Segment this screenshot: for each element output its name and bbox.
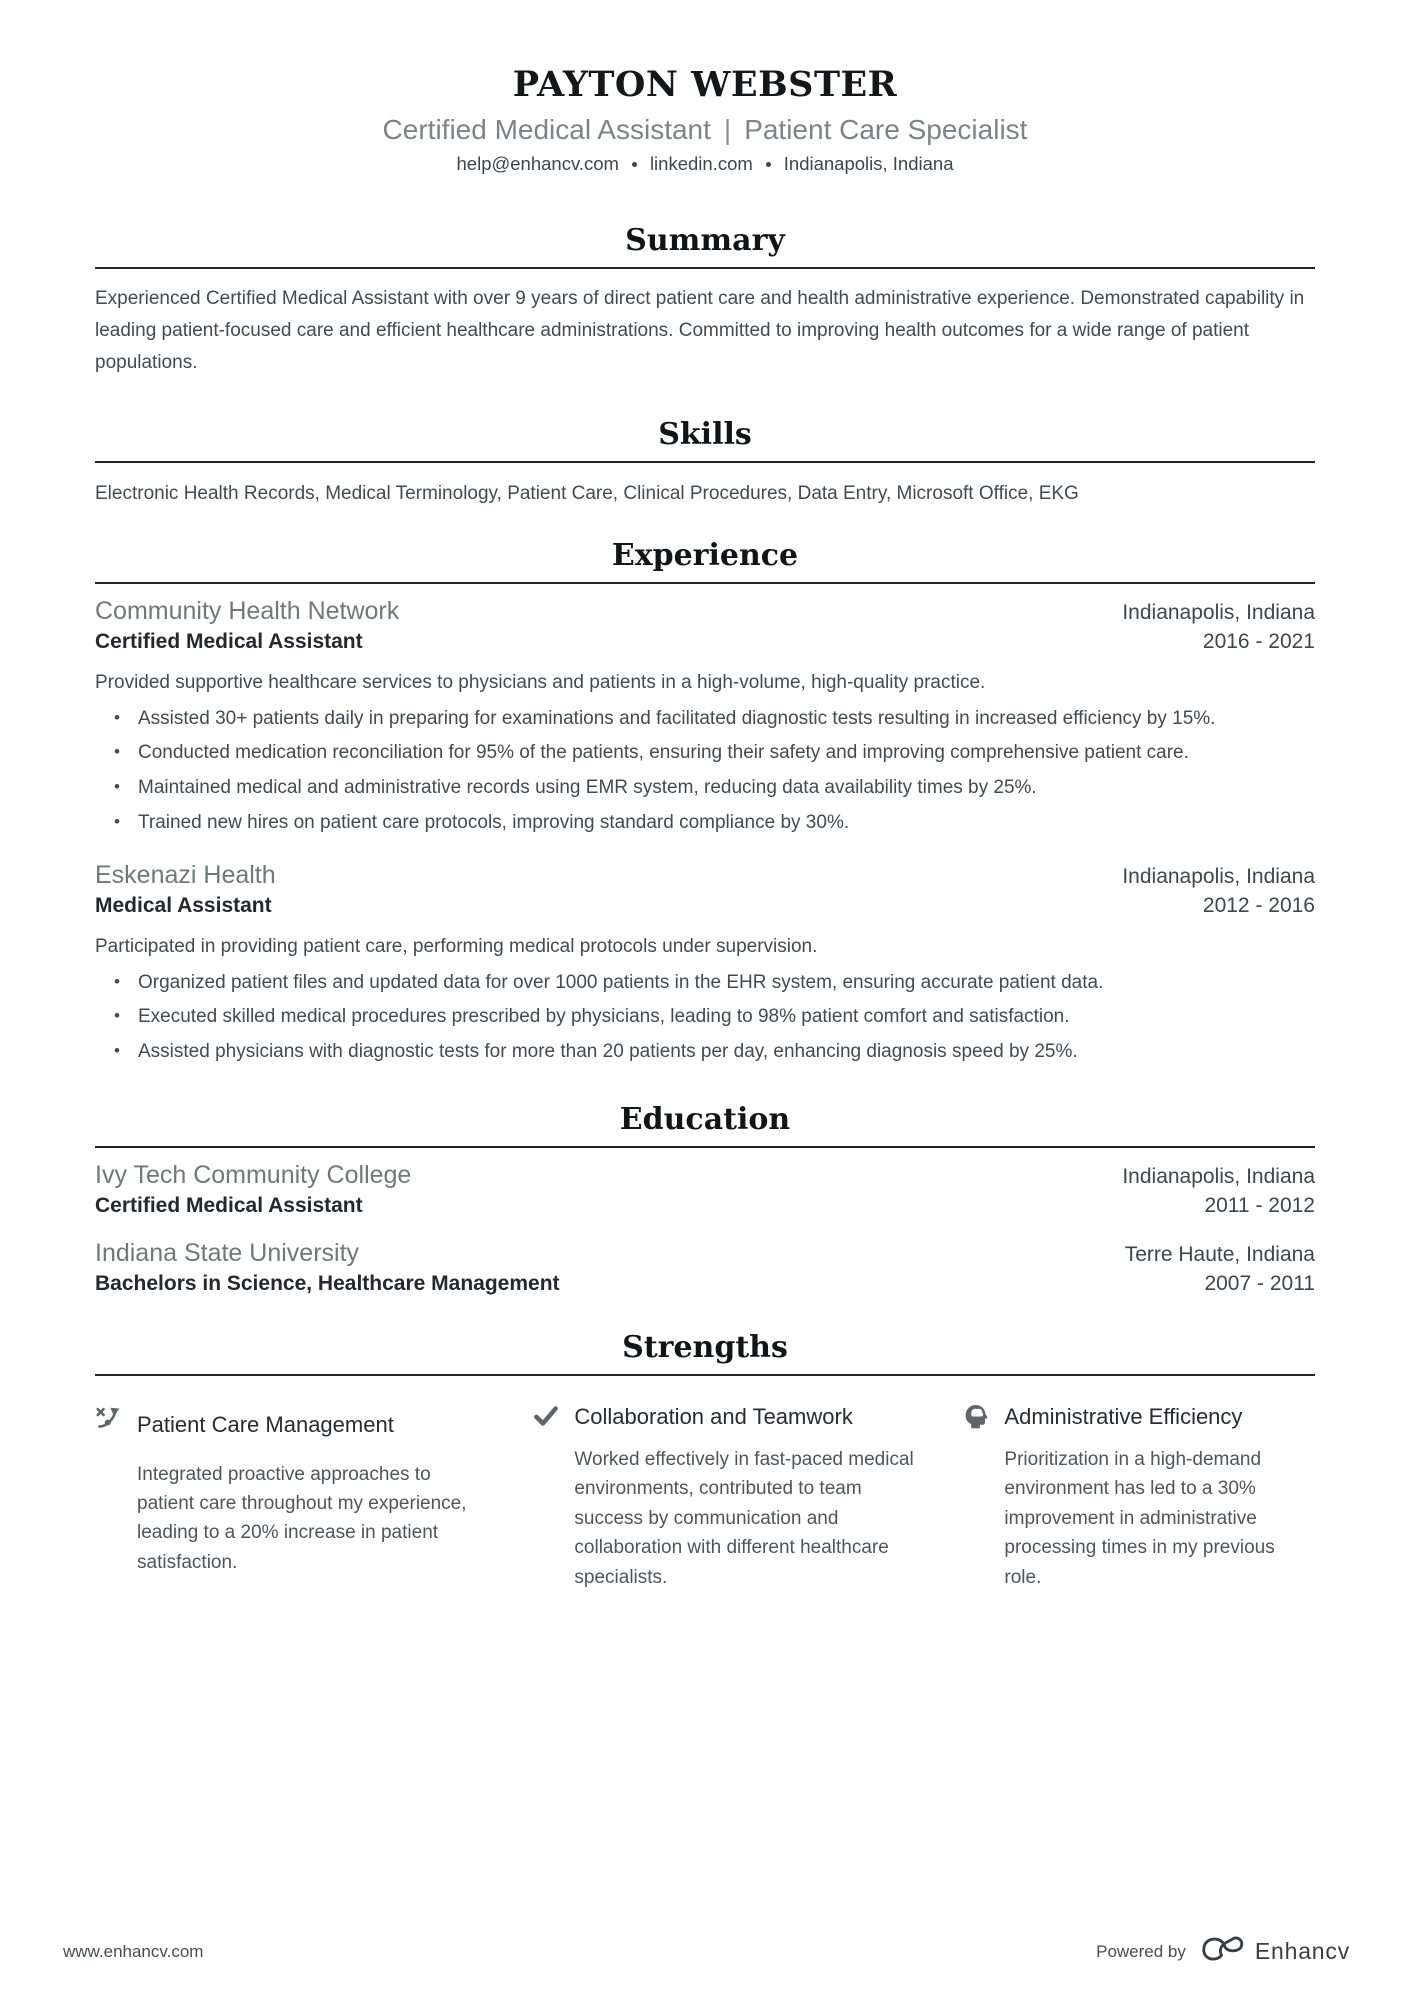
strength-title: Administrative Efficiency [1004,1404,1243,1430]
section-divider [95,461,1315,463]
experience-heading: Experience [611,537,799,573]
contact-line [95,153,1315,175]
section-divider [95,267,1315,269]
candidate-title-left: Certified Medical Assistant [382,114,711,145]
company-name: Community Health Network [95,596,400,625]
strengths-heading: Strengths [622,1329,788,1365]
section-skills [95,417,1315,510]
school-location: Terre Haute, Indiana [1124,1242,1315,1266]
section-summary [95,223,1315,379]
section-strengths [95,1330,1315,1592]
job-bullet-list [95,968,1315,1068]
section-education [95,1102,1315,1296]
contact-location: Indianapolis, Indiana [783,153,954,174]
job-bullet: • Executed skilled medical procedures prescribed by physicians, leading to 98% patient comfort and satisfaction. [95,1002,1315,1033]
summary-heading: Summary [625,223,785,258]
job-role: Medical Assistant [95,893,272,917]
strength-title: Patient Care Management [137,1411,394,1437]
job-dates: 2012 - 2016 [1202,893,1315,917]
enhancv-brand-text: Enhancv [1254,1938,1350,1964]
job-bullet: • Organized patient files and updated data for over 1000 patients in the EHR system, ensuring accurate patient data. [95,968,1315,999]
resume-header [95,64,1315,175]
enhancv-brand-link[interactable] [1199,1934,1350,1969]
job-bullet: • Trained new hires on patient care protocols, improving standard compliance by 30%. [95,808,1315,839]
job-summary: Participated in providing patient care, performing medical protocols under supervision. [95,935,818,957]
candidate-name: PAYTON WEBSTER [512,64,898,105]
section-experience [95,538,1315,1068]
section-divider [95,1374,1315,1376]
strength-item [962,1400,1315,1592]
school-location: Indianapolis, Indiana [1122,1164,1315,1188]
job-role: Certified Medical Assistant [95,629,363,653]
section-divider [95,582,1315,584]
candidate-title [95,114,1315,146]
job-location: Indianapolis, Indiana [1122,600,1315,624]
job-bullet: • Assisted physicians with diagnostic tests for more than 20 patients per day, enhancing diagnosis speed by 25%. [95,1037,1315,1068]
contact-linkedin[interactable]: linkedin.com [649,153,753,174]
enhancv-logo-icon [1199,1934,1245,1969]
candidate-title-right: Patient Care Specialist [744,114,1028,145]
section-divider [95,1146,1315,1148]
skills-heading: Skills [658,416,752,452]
education-entry [95,1239,1315,1296]
strength-text: Integrated proactive approaches to patient care throughout my experience, leading to a 20% increase in patient satisfaction. [137,1463,467,1573]
job-bullet: • Assisted 30+ patients daily in preparing for examinations and facilitated diagnostic tests resulting in increased efficiency by 15%. [95,704,1315,735]
powered-by-block [1096,1934,1350,1969]
school-name: Indiana State University [95,1238,360,1267]
job-bullet: • Maintained medical and administrative records using EMR system, reducing data availability times by 25%. [95,773,1315,804]
contact-separator-dot [632,162,637,167]
skills-text: Electronic Health Records, Medical Terminology, Patient Care, Clinical Procedures, Data Entry, Microsoft Office, EKG [95,482,1079,504]
strength-title: Collaboration and Teamwork [574,1404,853,1430]
page-footer [63,1934,1350,1969]
checkmark-icon [532,1400,574,1435]
experience-entry [95,597,1315,839]
experience-entry [95,861,1315,1068]
strength-text: Worked effectively in fast-paced medical environments, contributed to team success by communication and collaboration with different healthcare specialists. [574,1448,914,1588]
job-dates: 2016 - 2021 [1202,629,1315,653]
education-heading: Education [619,1101,791,1137]
strength-item [95,1400,488,1592]
contact-email[interactable]: help@enhancv.com [456,153,619,174]
footer-website-link[interactable]: www.enhancv.com [63,1941,204,1961]
strength-text: Prioritization in a high-demand environment has led to a 30% improvement in administrative processing times in my previous role. [1004,1448,1275,1588]
degree-name: Bachelors in Science, Healthcare Management [95,1271,560,1295]
degree-name: Certified Medical Assistant [95,1193,363,1217]
strength-item [532,1400,918,1592]
powered-by-label: Powered by [1096,1941,1186,1961]
mind-icon [962,1400,1004,1435]
strategy-icon [95,1400,137,1450]
school-name: Ivy Tech Community College [95,1160,412,1189]
education-entry [95,1161,1315,1218]
contact-separator-dot [766,162,771,167]
job-location: Indianapolis, Indiana [1122,864,1315,888]
school-dates: 2007 - 2011 [1204,1271,1315,1295]
company-name: Eskenazi Health [95,860,276,889]
summary-text: Experienced Certified Medical Assistant with over 9 years of direct patient care and health administrative experience. Demonstrated capability in leading patient-focused care and efficient healthcare administrations. Committed to improving health outcomes for a wide range of patient populations. [95,288,1305,373]
strengths-grid [95,1400,1315,1592]
school-dates: 2011 - 2012 [1204,1193,1315,1217]
job-summary: Provided supportive healthcare services to physicians and patients in a high-volume, high-quality practice. [95,671,986,693]
job-bullet: • Conducted medication reconciliation for 95% of the patients, ensuring their safety and improving comprehensive patient care. [95,738,1315,769]
title-separator: | [723,114,732,145]
job-bullet-list [95,704,1315,839]
